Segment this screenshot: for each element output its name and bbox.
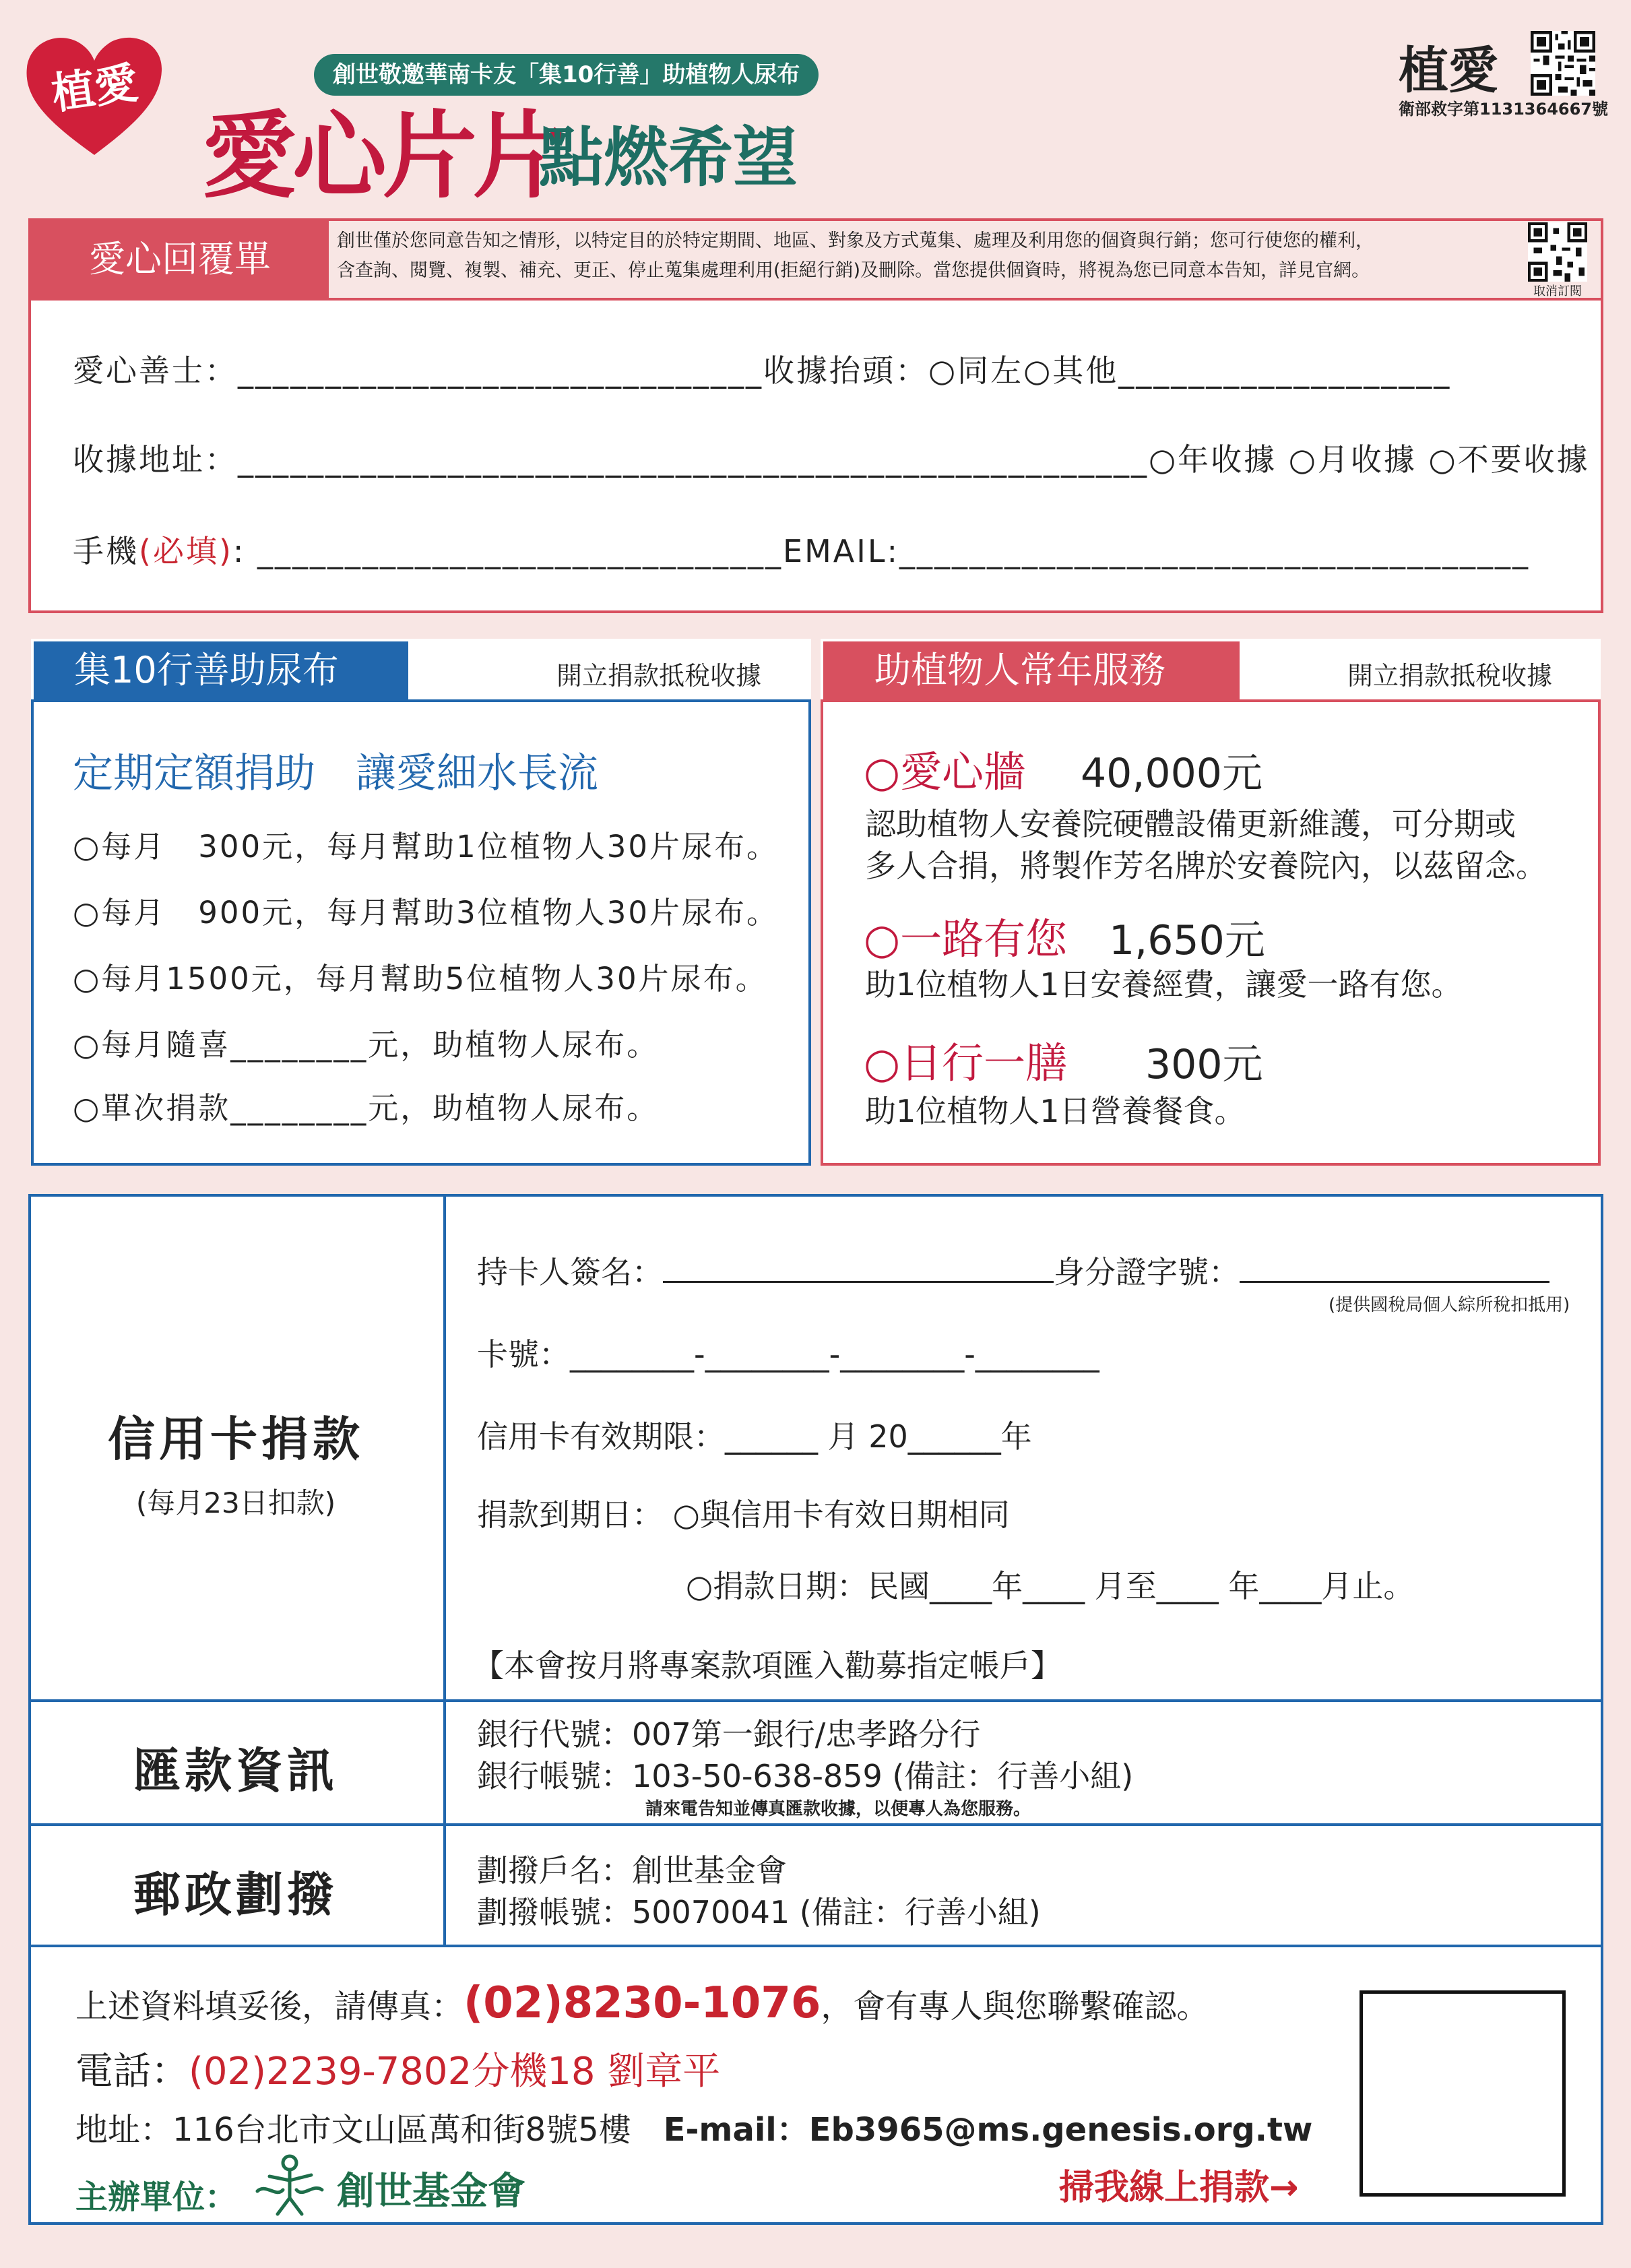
card-number-label: 卡號： xyxy=(477,1336,570,1373)
receipt-title-label: 收據抬頭： xyxy=(763,352,928,389)
plan-option-300[interactable]: ○每月 300元，每月幫助1位植物人30片尿布。 xyxy=(73,829,779,864)
address-contact-row xyxy=(75,2104,1312,2150)
reply-form-label: 愛心回覆單 xyxy=(31,221,329,298)
address-label: 收據地址： xyxy=(73,441,238,478)
fax-suffix: ，會有專人與您聯繫確認。 xyxy=(821,1988,1209,2025)
receipt-title-same-radio[interactable]: ○同左 xyxy=(928,352,1024,389)
required-tag: (必填) xyxy=(139,533,233,569)
receipt-note: 開立捐款抵稅收據 xyxy=(1347,661,1553,691)
qr-caption: 取消訂閱 xyxy=(1533,284,1582,298)
donor-label: 愛心善士： xyxy=(73,352,238,389)
qr-code-icon[interactable] xyxy=(1531,31,1595,96)
postal-account-number: 劃撥帳號：50070041 (備註：行善小組) xyxy=(477,1894,1041,1930)
signature-row xyxy=(477,1248,1549,1292)
id-note: (提供國稅局個人綜所稅扣抵用) xyxy=(1329,1295,1570,1315)
service-journey-amount: 1,650元 xyxy=(1109,917,1265,964)
email-field[interactable]: ____________________________________ xyxy=(899,533,1530,569)
card-number-field[interactable]: ________-________-________-________ xyxy=(570,1336,1099,1373)
phone-number: (02)2239-7802分機18 劉章平 xyxy=(189,2050,721,2093)
due-row xyxy=(477,1490,1010,1535)
signature-field[interactable] xyxy=(663,1254,1054,1283)
organizer-label: 主辦單位： xyxy=(75,2178,238,2216)
service-meal-option[interactable]: ○日行一膳 xyxy=(864,1038,1068,1088)
privacy-notice xyxy=(337,226,1509,286)
receipt-none-radio[interactable]: ○不要收據 xyxy=(1428,441,1590,478)
postal-account-name: 劃撥戶名：創世基金會 xyxy=(477,1852,787,1889)
campaign-pill: 創世敬邀華南卡友「集10行善」助植物人尿布 xyxy=(314,54,819,96)
phone-label: 電話： xyxy=(75,2050,189,2093)
receipt-title-field[interactable]: ___________________ xyxy=(1118,352,1452,389)
donate-qr-frame[interactable] xyxy=(1360,1990,1566,2197)
collect-plan-label: 集10行善助尿布 xyxy=(34,641,408,699)
collect-plan-subtitle: 定期定額捐助 讓愛細水長流 xyxy=(73,750,598,797)
table-divider xyxy=(443,1194,446,1947)
receipt-monthly-radio[interactable]: ○月收據 xyxy=(1288,441,1417,478)
plan-option-900[interactable]: ○每月 900元，每月幫助3位植物人30片尿布。 xyxy=(73,895,779,931)
organizer-name: 創世基金會 xyxy=(337,2169,525,2213)
privacy-notice-line: 創世僅於您同意告知之情形，以特定目的於特定期間、地區、對象及方式蒐集、處理及利用您的個資與行銷；您可行使您的權利， xyxy=(337,230,1374,251)
mobile-field[interactable]: ______________________________ xyxy=(257,533,783,569)
registration-number: 衛部救字第1131364667號 xyxy=(1399,100,1608,119)
plan-option-one-time[interactable]: ○單次捐款________元，助植物人尿布。 xyxy=(73,1090,660,1126)
fax-number: (02)8230-1076 xyxy=(463,1978,821,2028)
donor-name-field[interactable]: ______________________________ xyxy=(238,352,763,389)
service-love-wall-option[interactable]: ○愛心牆 xyxy=(864,747,1026,796)
service-meal-amount: 300元 xyxy=(1145,1041,1263,1088)
service-meal-desc: 助1位植物人1日營養餐食。 xyxy=(865,1093,1246,1129)
service-plan-label: 助植物人常年服務 xyxy=(823,641,1240,699)
org-email[interactable]: E-mail：Eb3965@ms.genesis.org.tw xyxy=(663,2111,1313,2149)
mobile-row xyxy=(73,527,1530,571)
bank-code: 銀行代號：007第一銀行/忠孝路分行 xyxy=(477,1716,981,1753)
page-title: 愛心片片 xyxy=(202,101,564,212)
fax-row xyxy=(75,1978,1209,2028)
remittance-note: 請來電告知並傳真匯款收據，以便專人為您服務。 xyxy=(645,1799,1031,1819)
mobile-label: 手機 xyxy=(73,533,139,569)
id-field[interactable] xyxy=(1240,1254,1549,1283)
address-row xyxy=(73,435,1590,480)
plan-option-1500[interactable]: ○每月1500元，每月幫助5位植物人30片尿布。 xyxy=(73,961,768,997)
org-address: 地址：116台北市文山區萬和街8號5樓 xyxy=(75,2111,631,2149)
receipt-title-other-radio[interactable]: ○其他 xyxy=(1023,352,1119,389)
credit-card-subtitle: (每月23日扣款) xyxy=(135,1486,336,1519)
due-date-radio[interactable]: ○捐款日期：民國____年____ 月至____ 年____月止。 xyxy=(686,1568,1415,1604)
id-label: 身分證字號： xyxy=(1054,1254,1240,1290)
mobile-colon: : xyxy=(232,533,246,569)
due-label: 捐款到期日： xyxy=(477,1497,663,1533)
card-expiry-field[interactable]: 信用卡有效期限：______ 月 20______年 xyxy=(477,1418,1032,1455)
remittance-title: 匯款資訊 xyxy=(133,1743,338,1798)
privacy-notice-line: 含查詢、閱覽、複製、補充、更正、停止蒐集處理利用(拒絕行銷)及刪除。當您提供個資時，將視為您已同意本告知，詳見官網。 xyxy=(337,260,1370,281)
email-label: EMAIL: xyxy=(783,533,899,569)
signature-label: 持卡人簽名： xyxy=(477,1254,663,1290)
receipt-note: 開立捐款抵稅收據 xyxy=(556,661,762,691)
bank-deposit-note: 【本會按月將專案款項匯入勸募指定帳戶】 xyxy=(473,1647,1062,1684)
plan-option-custom-monthly[interactable]: ○每月隨喜________元，助植物人尿布。 xyxy=(73,1027,660,1063)
brand-name: 植愛 xyxy=(1399,42,1498,100)
postal-title: 郵政劃撥 xyxy=(133,1867,338,1922)
donor-name-row xyxy=(73,346,1451,391)
receipt-yearly-radio[interactable]: ○年收據 xyxy=(1149,441,1277,478)
service-journey-desc: 助1位植物人1日安養經費，讓愛一路有您。 xyxy=(865,966,1463,1003)
address-field[interactable]: ____________________________________________________ xyxy=(238,441,1149,478)
table-divider xyxy=(28,1699,1603,1702)
table-divider xyxy=(28,1823,1603,1826)
card-number-row xyxy=(477,1330,1099,1375)
logo-text: 植愛 xyxy=(49,57,141,120)
phone-row xyxy=(75,2042,720,2096)
genesis-foundation-logo-icon xyxy=(249,2151,330,2218)
fax-prefix: 上述資料填妥後，請傳真： xyxy=(75,1988,464,2025)
service-love-wall-amount: 40,000元 xyxy=(1081,750,1262,797)
credit-card-title: 信用卡捐款 xyxy=(108,1412,364,1467)
scan-donate-label: 掃我線上捐款→ xyxy=(1059,2168,1299,2208)
bank-account: 銀行帳號：103-50-638-859 (備註：行善小組) xyxy=(477,1758,1134,1794)
unsubscribe-qr-icon[interactable] xyxy=(1528,222,1587,282)
page-subtitle: 點燃希望 xyxy=(539,120,798,195)
service-love-wall-desc: 多人合捐，將製作芳名牌於安養院內，以茲留念。 xyxy=(865,848,1547,884)
due-same-radio[interactable]: ○與信用卡有效日期相同 xyxy=(672,1497,1010,1533)
service-love-wall-desc: 認助植物人安養院硬體設備更新維護，可分期或 xyxy=(865,806,1516,842)
service-journey-option[interactable]: ○一路有您 xyxy=(864,914,1068,964)
